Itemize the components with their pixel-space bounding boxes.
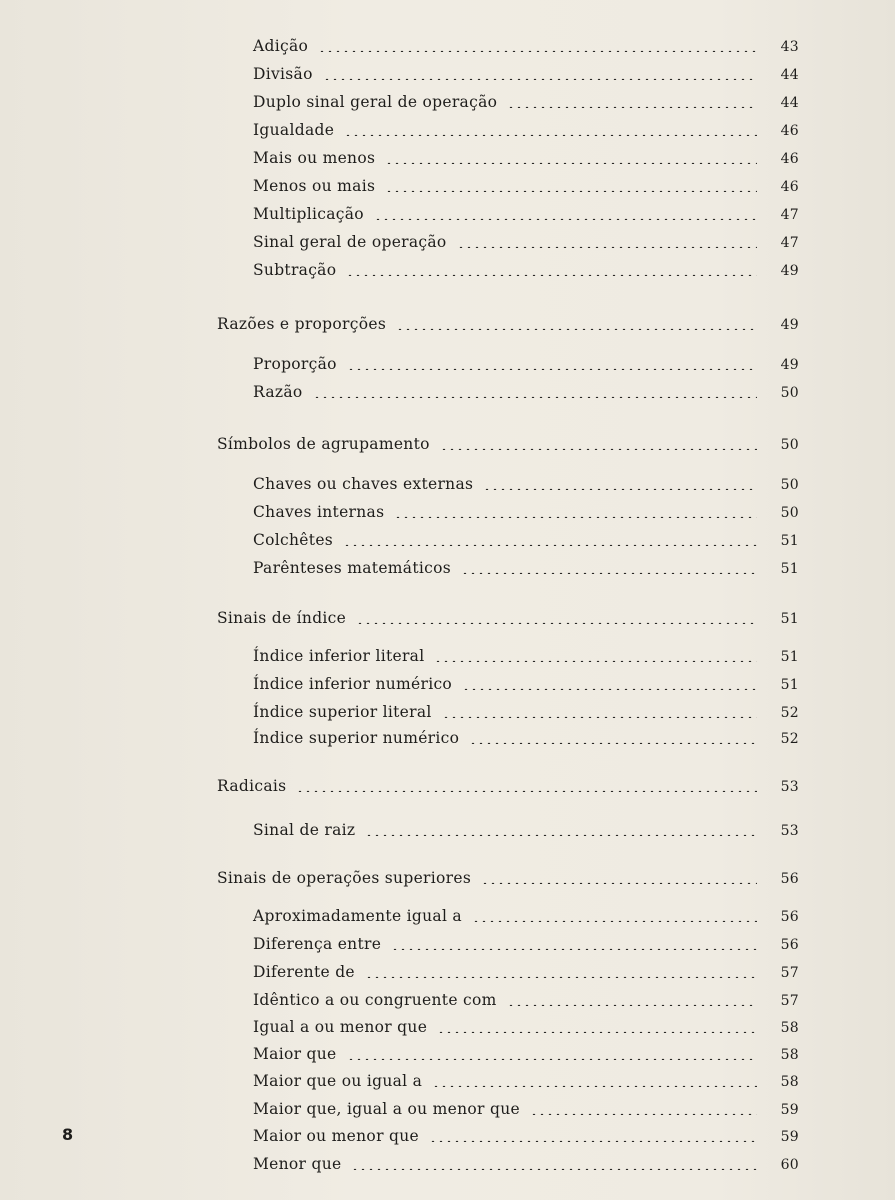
toc-section-entry — [217, 770, 799, 794]
entry-title: Sinal geral de operação — [253, 232, 447, 251]
toc-section-entry — [217, 308, 799, 332]
entry-title: Aproximadamente igual a — [253, 906, 462, 925]
entry-page-number: 49 — [780, 317, 799, 333]
entry-page-number: 51 — [780, 561, 799, 577]
entry-page-number: 47 — [780, 235, 799, 251]
toc-section-entry — [217, 428, 799, 452]
dot-leader — [347, 1050, 757, 1060]
entry-page-number: 46 — [780, 179, 799, 195]
entry-title: Subtração — [253, 260, 337, 279]
toc-entry — [253, 900, 799, 924]
toc-entry — [253, 640, 799, 664]
entry-title: Índice superior numérico — [253, 728, 460, 747]
dot-leader — [481, 874, 757, 884]
dot-leader — [318, 42, 757, 52]
entry-title: Menos ou mais — [253, 176, 376, 195]
toc-entry — [253, 58, 799, 82]
entry-title: Maior que ou igual a — [253, 1071, 423, 1090]
entry-page-number: 58 — [780, 1074, 799, 1090]
entry-title: Mais ou menos — [253, 148, 376, 167]
dot-leader — [323, 70, 757, 80]
dot-leader — [351, 1160, 757, 1170]
toc-entry — [253, 1148, 799, 1172]
dot-leader — [483, 480, 757, 490]
dot-leader — [385, 182, 757, 192]
entry-title: Igualdade — [253, 120, 335, 139]
toc-entry — [253, 496, 799, 520]
page-number: 8 — [62, 1125, 74, 1144]
entry-title: Menor que — [253, 1154, 342, 1173]
toc-entry — [253, 86, 799, 110]
entry-page-number: 50 — [780, 437, 799, 453]
entry-title: Chaves ou chaves externas — [253, 474, 474, 493]
entry-title: Sinais de índice — [217, 608, 347, 627]
toc-entry — [253, 722, 799, 746]
dot-leader — [356, 614, 757, 624]
dot-leader — [429, 1132, 757, 1142]
toc-entry — [253, 170, 799, 194]
toc-entry — [253, 928, 799, 952]
entry-page-number: 56 — [780, 909, 799, 925]
entry-title: Índice inferior numérico — [253, 674, 453, 693]
toc-entry — [253, 956, 799, 980]
dot-leader — [442, 708, 757, 718]
toc-entry — [253, 814, 799, 838]
dot-leader — [391, 940, 757, 950]
toc-entry — [253, 1093, 799, 1117]
dot-leader — [374, 210, 757, 220]
toc-entry — [253, 1120, 799, 1144]
entry-title: Maior que, igual a ou menor que — [253, 1099, 520, 1118]
entry-title: Parênteses matemáticos — [253, 558, 451, 577]
entry-page-number: 49 — [780, 263, 799, 279]
entry-page-number: 59 — [780, 1102, 799, 1118]
entry-title: Chaves internas — [253, 502, 385, 521]
entry-title: Duplo sinal geral de operação — [253, 92, 498, 111]
toc-entry — [253, 668, 799, 692]
toc-entry — [253, 696, 799, 720]
entry-page-number: 56 — [780, 937, 799, 953]
toc-section-entry — [217, 602, 799, 626]
toc-entry — [253, 376, 799, 400]
entry-page-number: 51 — [780, 677, 799, 693]
toc-entry — [253, 984, 799, 1008]
toc-entry — [253, 30, 799, 54]
dot-leader — [313, 388, 757, 398]
entry-title: Razão — [253, 382, 303, 401]
dot-leader — [530, 1105, 757, 1115]
entry-page-number: 59 — [780, 1129, 799, 1145]
dot-leader — [434, 652, 757, 662]
toc-entry — [253, 1011, 799, 1035]
dot-leader — [344, 126, 757, 136]
toc-entry — [253, 348, 799, 372]
dot-leader — [346, 266, 757, 276]
entry-page-number: 60 — [780, 1157, 799, 1173]
dot-leader — [394, 508, 757, 518]
entry-page-number: 58 — [780, 1020, 799, 1036]
entry-page-number: 56 — [780, 871, 799, 887]
entry-title: Razões e proporções — [217, 314, 387, 333]
entry-page-number: 50 — [780, 385, 799, 401]
entry-page-number: 51 — [780, 649, 799, 665]
entry-page-number: 50 — [780, 505, 799, 521]
dot-leader — [507, 996, 757, 1006]
toc-entry — [253, 114, 799, 138]
entry-page-number: 44 — [780, 95, 799, 111]
entry-title: Diferença entre — [253, 934, 382, 953]
entry-title: Diferente de — [253, 962, 355, 981]
dot-leader — [440, 440, 757, 450]
entry-page-number: 50 — [780, 477, 799, 493]
dot-leader — [385, 154, 757, 164]
entry-page-number: 57 — [780, 993, 799, 1009]
entry-title: Sinais de operações superiores — [217, 868, 472, 887]
toc-entry — [253, 198, 799, 222]
entry-title: Maior ou menor que — [253, 1126, 419, 1145]
dot-leader — [507, 98, 757, 108]
entry-title: Igual a ou menor que — [253, 1017, 428, 1036]
entry-page-number: 49 — [780, 357, 799, 373]
toc-entry — [253, 226, 799, 250]
dot-leader — [469, 734, 757, 744]
entry-title: Radicais — [217, 776, 287, 795]
dot-leader — [462, 680, 757, 690]
entry-title: Proporção — [253, 354, 337, 373]
dot-leader — [457, 238, 757, 248]
entry-page-number: 53 — [780, 823, 799, 839]
toc-entry — [253, 1038, 799, 1062]
entry-page-number: 51 — [780, 611, 799, 627]
entry-page-number: 47 — [780, 207, 799, 223]
entry-page-number: 43 — [780, 39, 799, 55]
dot-leader — [365, 826, 757, 836]
toc-entry — [253, 552, 799, 576]
dot-leader — [437, 1023, 757, 1033]
entry-title: Multiplicação — [253, 204, 364, 223]
entry-page-number: 53 — [780, 779, 799, 795]
entry-page-number: 46 — [780, 151, 799, 167]
entry-title: Adição — [253, 36, 309, 55]
dot-leader — [472, 912, 757, 922]
toc-entry — [253, 468, 799, 492]
entry-title: Símbolos de agrupamento — [217, 434, 430, 453]
entry-title: Divisão — [253, 64, 313, 83]
entry-page-number: 52 — [780, 731, 799, 747]
dot-leader — [296, 782, 757, 792]
dot-leader — [461, 564, 757, 574]
entry-title: Índice superior literal — [253, 702, 432, 721]
dot-leader — [396, 320, 757, 330]
dot-leader — [365, 968, 757, 978]
entry-page-number: 52 — [780, 705, 799, 721]
toc-entry — [253, 1065, 799, 1089]
dot-leader — [347, 360, 757, 370]
entry-title: Maior que — [253, 1044, 337, 1063]
toc-entry — [253, 142, 799, 166]
entry-page-number: 57 — [780, 965, 799, 981]
entry-page-number: 44 — [780, 67, 799, 83]
entry-title: Índice inferior literal — [253, 646, 425, 665]
entry-page-number: 46 — [780, 123, 799, 139]
entry-title: Colchêtes — [253, 530, 334, 549]
toc-section-entry — [217, 862, 799, 886]
toc-entry — [253, 524, 799, 548]
entry-page-number: 51 — [780, 533, 799, 549]
entry-title: Idêntico a ou congruente com — [253, 990, 497, 1009]
toc-entry — [253, 254, 799, 278]
entry-title: Sinal de raiz — [253, 820, 356, 839]
dot-leader — [343, 536, 757, 546]
dot-leader — [432, 1077, 757, 1087]
entry-page-number: 58 — [780, 1047, 799, 1063]
